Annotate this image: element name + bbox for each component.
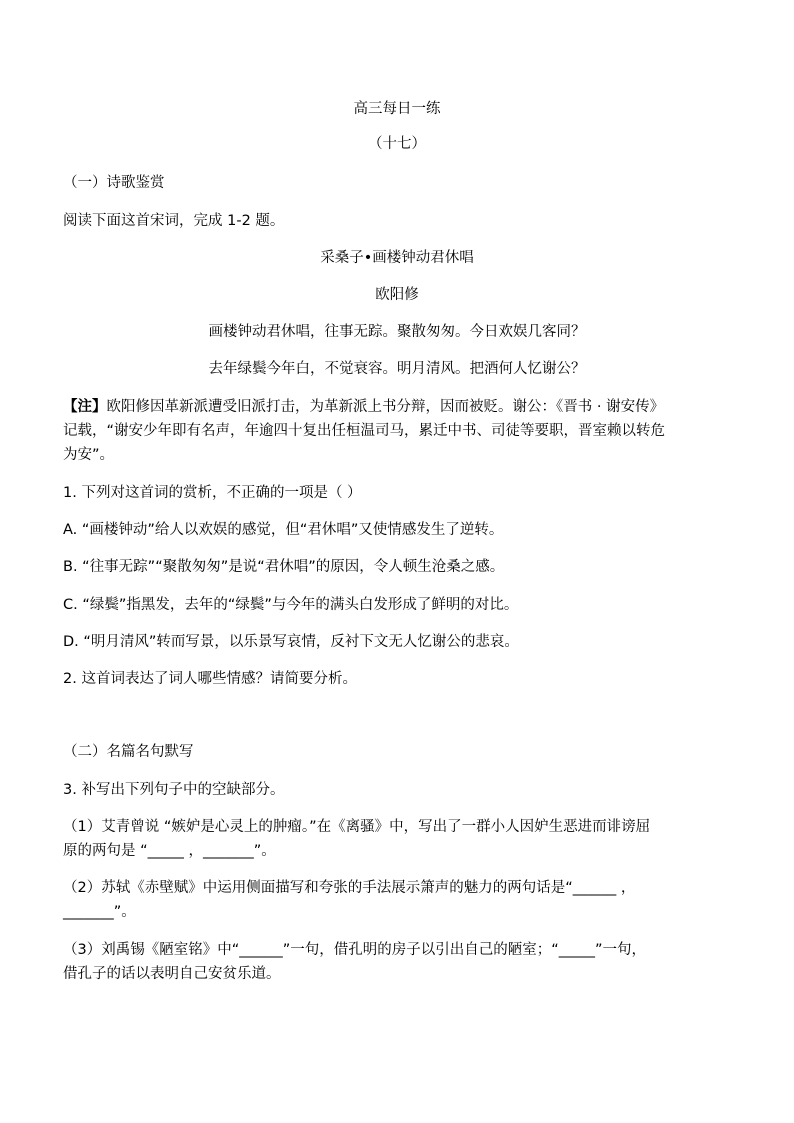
poem-line-1: 画楼钟动君休唱，往事无踪。聚散匆匆。今日欢娱几客同？ (208, 324, 586, 340)
sub-question-1-line-1: （1）艾青曾说 “嫉妒是心灵上的肿瘤。”在《离骚》中，写出了一群小人因妒生恶进而诽谤屈 (63, 819, 651, 835)
note-label: 【注】 (63, 399, 107, 415)
option-a: A. “画楼钟动”给人以欢娱的感觉，但“君休唱”又使情感发生了逆转。 (63, 522, 504, 538)
section1-instruction: 阅读下面这首宋词，完成 1-2 题。 (63, 213, 285, 229)
sub-question-3-line-2: 借孔子的话以表明自己安贫乐道。 (63, 966, 281, 982)
section1-heading: （一）诗歌鉴赏 (63, 175, 165, 191)
note-line-1 (63, 395, 664, 419)
note-line-2: 记载，“谢安少年即有名声，年逾四十复出任桓温司马，累迁中书、司徒等要职，晋室赖以转危 (63, 423, 666, 439)
poem-line-2: 去年绿鬓今年白，不觉衰容。明月清风。把酒何人忆谢公？ (208, 361, 586, 377)
poem-title: 采桑子•画楼钟动君休唱 (320, 250, 474, 266)
sub-question-2-line-1: （2）苏轼《赤壁赋》中运用侧面描写和夸张的手法展示箫声的魅力的两句话是“______ ， (63, 880, 636, 896)
note-line-3: 为安”。 (63, 447, 115, 463)
question-2: 2. 这首词表达了词人哪些情感？请简要分析。 (63, 671, 357, 687)
poem-author: 欧阳修 (375, 287, 419, 303)
option-b: B. “往事无踪”“聚散匆匆”是说“君休唱”的原因，令人顿生沧桑之感。 (63, 559, 505, 575)
doc-subtitle: （十七） (368, 136, 426, 152)
question-1: 1. 下列对这首词的赏析，不正确的一项是（ ） (63, 485, 362, 501)
sub-question-2-line-2: _______”。 (63, 904, 136, 920)
section2-heading: （二）名篇名句默写 (63, 744, 194, 760)
sub-question-3-line-1: （3）刘禹锡《陋室铭》中“______”一句，借孔明的房子以引出自己的陋室；“_____”一句， (63, 942, 647, 958)
note-text-1: 欧阳修因革新派遭受旧派打击，为革新派上书分辩，因而被贬。谢公：《晋书 · 谢安传》 (106, 399, 665, 415)
question-3: 3. 补写出下列句子中的空缺部分。 (63, 782, 285, 798)
option-c: C. “绿鬓”指黑发，去年的“绿鬓”与今年的满头白发形成了鲜明的对比。 (63, 597, 519, 613)
sub-question-1-line-2: 原的两句是 “_____ ，_______”。 (63, 843, 276, 859)
doc-title: 高三每日一练 (353, 101, 441, 117)
option-d: D. “明月清风”转而写景，以乐景写哀情，反衬下文无人忆谢公的悲哀。 (63, 634, 519, 650)
